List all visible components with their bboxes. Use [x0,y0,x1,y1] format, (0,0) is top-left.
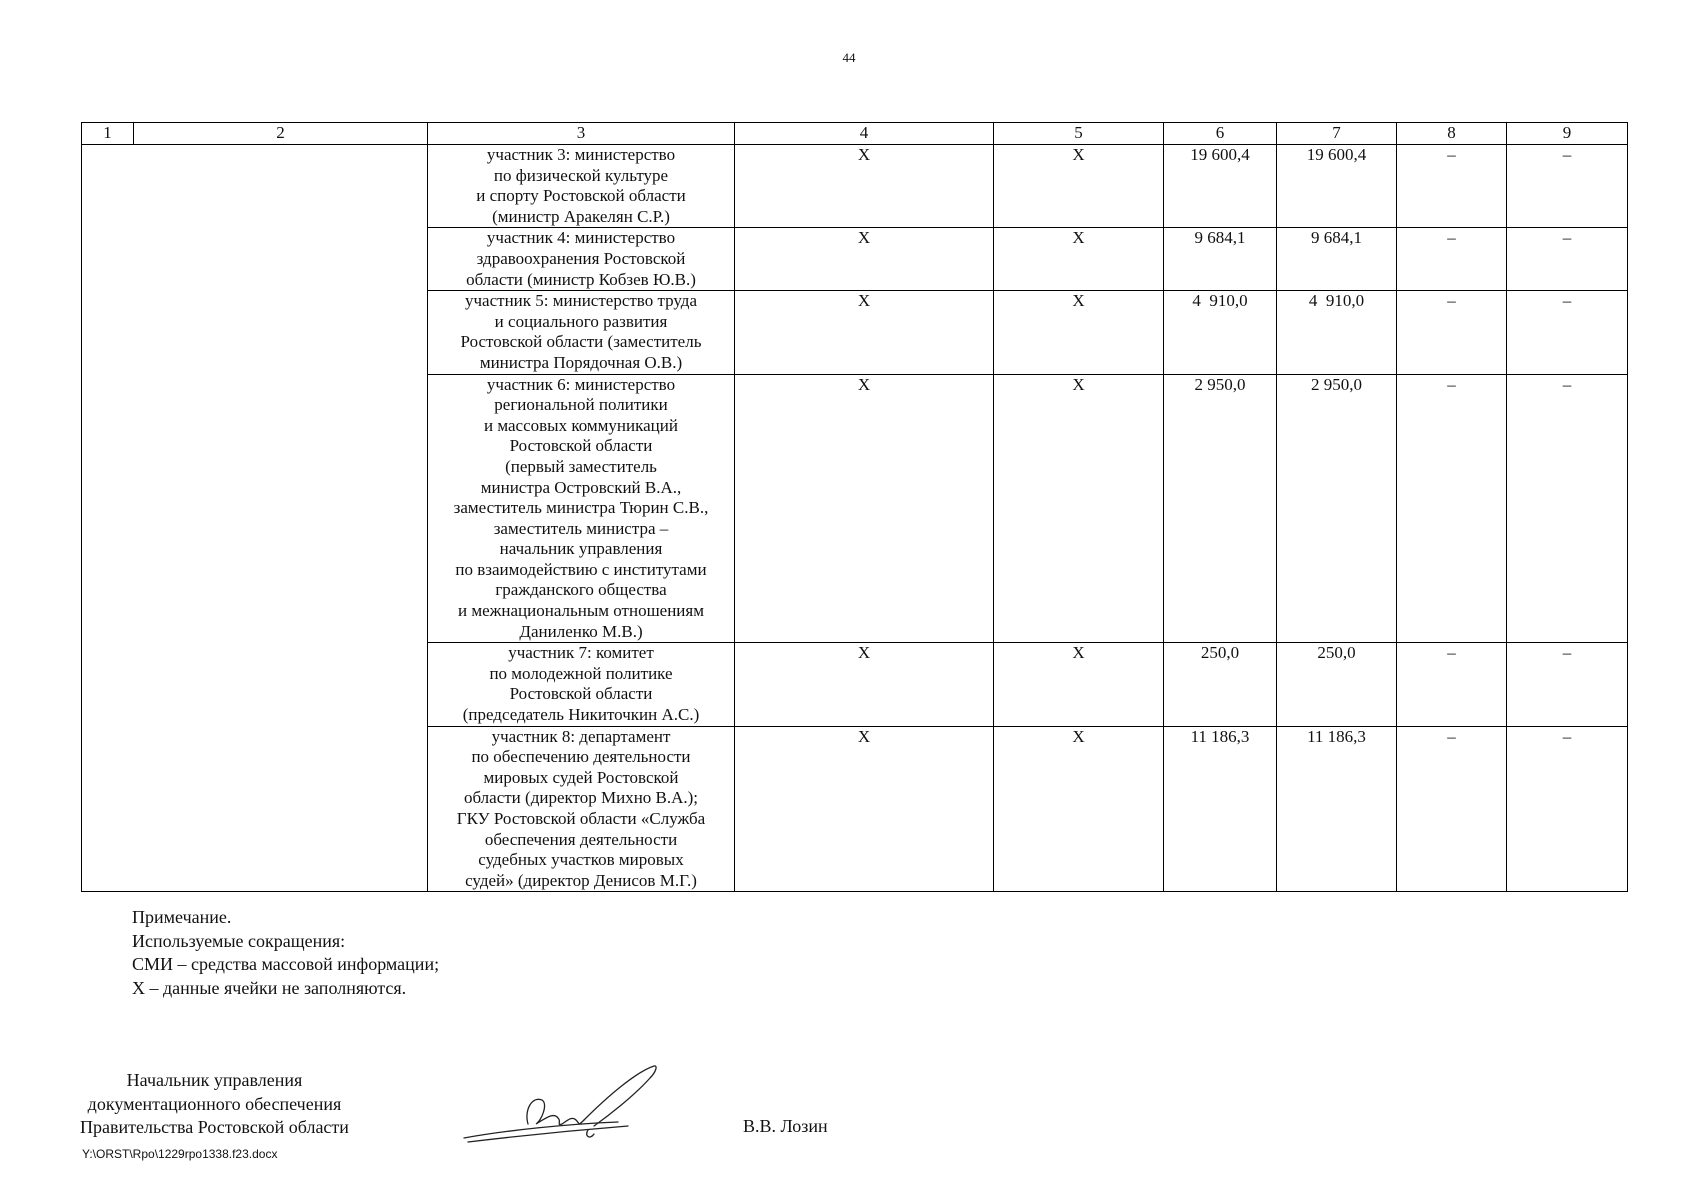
column-number: 9 [1507,123,1628,145]
participant-line: и межнациональным отношениям [457,601,704,621]
value-cell-c9: – [1507,145,1628,228]
participant-line: гражданского общества [495,580,667,600]
participant-line: ГКУ Ростовской области «Служба [456,809,706,828]
participant-line: участник 7: комитет [508,643,654,663]
value-cell-c9: – [1507,643,1628,726]
participant-line: (первый заместитель [505,456,657,476]
page-number: 44 [842,50,856,65]
note-line: Используемые сокращения: [132,930,346,951]
value-cell-c9: – [1507,374,1628,643]
notes-block [132,906,439,1000]
participant-line: участник 8: департамент [491,726,671,746]
note-line: Х – данные ячейки не заполняются. [132,977,407,998]
table-row [82,145,1628,228]
participant-line: участник 5: министерство труда [465,291,697,311]
value-cell-c9: – [1507,228,1628,291]
signatory-title-line: документационного обеспечения [87,1093,342,1114]
signatory-title-line: Правительства Ростовской области [80,1117,349,1137]
signatory-title [80,1069,349,1140]
value-cell-c6: 9 684,1 [1164,228,1277,291]
column-number: 7 [1277,123,1397,145]
value-cell-c4: Х [735,291,994,374]
value-cell-c8: – [1397,291,1507,374]
participant-line: Ростовской области [509,684,653,704]
value-cell-c7: 19 600,4 [1277,145,1397,228]
participant-cell [428,726,735,892]
participant-line: обеспечения деятельности [484,829,678,849]
participant-line: (председатель Никиточкин А.С.) [462,705,700,725]
value-cell-c9: – [1507,726,1628,892]
value-cell-c6: 4 910,0 [1164,291,1277,374]
value-cell-c6: 2 950,0 [1164,374,1277,643]
participant-line: участник 6: министерство [486,374,676,394]
participant-line: (министр Аракелян С.Р.) [492,206,670,226]
value-cell-c7: 11 186,3 [1277,726,1397,892]
column-number: 4 [735,123,994,145]
value-cell-c7: 250,0 [1277,643,1397,726]
participant-cell [428,643,735,726]
participant-line: по молодежной политике [489,663,673,683]
participant-line: участник 3: министерство [486,145,676,164]
participant-line: по физической культуре [493,165,669,185]
participant-line: мировых судей Ростовской [483,767,679,787]
value-cell-c8: – [1397,726,1507,892]
participant-line: по взаимодействию с институтами [455,559,707,579]
participant-line: по обеспечению деятельности [471,747,691,767]
column-number: 1 [82,123,134,145]
participant-line: судей» (директор Денисов М.Г.) [465,870,697,890]
value-cell-c4: Х [735,726,994,892]
value-cell-c5: Х [994,643,1164,726]
value-cell-c7: 9 684,1 [1277,228,1397,291]
note-line: Примечание. [132,907,232,927]
participant-line: Ростовской области [509,436,653,456]
signatory-name: В.В. Лозин [743,1116,828,1136]
participant-line: и спорту Ростовской области [476,186,686,206]
column-number-row [82,123,1628,145]
participant-line: Ростовской области (заместитель [460,332,702,352]
participant-line: Даниленко М.В.) [519,621,643,641]
value-cell-c4: Х [735,643,994,726]
value-cell-c7: 4 910,0 [1277,291,1397,374]
participant-line: заместитель министра – [493,518,669,538]
handwritten-signature-icon [458,1060,678,1150]
participant-line: министра Островский В.А., [480,477,682,497]
column-number: 5 [994,123,1164,145]
value-cell-c5: Х [994,145,1164,228]
column-number: 6 [1164,123,1277,145]
column-number: 3 [428,123,735,145]
participant-line: области (министр Кобзев Ю.В.) [466,269,696,289]
participant-line: региональной политики [494,395,668,415]
participant-cell [428,228,735,291]
value-cell-c4: Х [735,228,994,291]
column-number: 2 [134,123,428,145]
participant-cell [428,145,735,228]
participant-line: заместитель министра Тюрин С.В., [453,498,709,518]
empty-merged-cell [82,145,428,892]
participant-line: начальник управления [499,539,663,559]
participant-line: и социального развития [494,311,668,331]
value-cell-c8: – [1397,374,1507,643]
value-cell-c8: – [1397,643,1507,726]
value-cell-c6: 250,0 [1164,643,1277,726]
value-cell-c9: – [1507,291,1628,374]
participant-line: здравоохранения Ростовской [476,248,686,268]
participant-cell [428,374,735,643]
value-cell-c8: – [1397,228,1507,291]
value-cell-c5: Х [994,374,1164,643]
value-cell-c5: Х [994,291,1164,374]
value-cell-c4: Х [735,374,994,643]
file-path: Y:\ORST\Rpo\1229rpo1338.f23.docx [82,1147,278,1161]
value-cell-c6: 19 600,4 [1164,145,1277,228]
program-participants-table [81,122,1628,892]
participant-line: судебных участков мировых [478,850,684,870]
note-line: СМИ – средства массовой информации; [132,954,440,974]
value-cell-c5: Х [994,228,1164,291]
participant-cell [428,291,735,374]
participant-line: участник 4: министерство [486,228,676,248]
value-cell-c7: 2 950,0 [1277,374,1397,643]
value-cell-c8: – [1397,145,1507,228]
participant-line: области (директор Михно В.А.); [463,788,699,808]
participant-line: министра Порядочная О.В.) [479,352,683,372]
value-cell-c6: 11 186,3 [1164,726,1277,892]
participant-line: и массовых коммуникаций [484,415,678,435]
column-number: 8 [1397,123,1507,145]
signatory-title-line: Начальник управления [126,1070,303,1090]
value-cell-c4: Х [735,145,994,228]
value-cell-c5: Х [994,726,1164,892]
